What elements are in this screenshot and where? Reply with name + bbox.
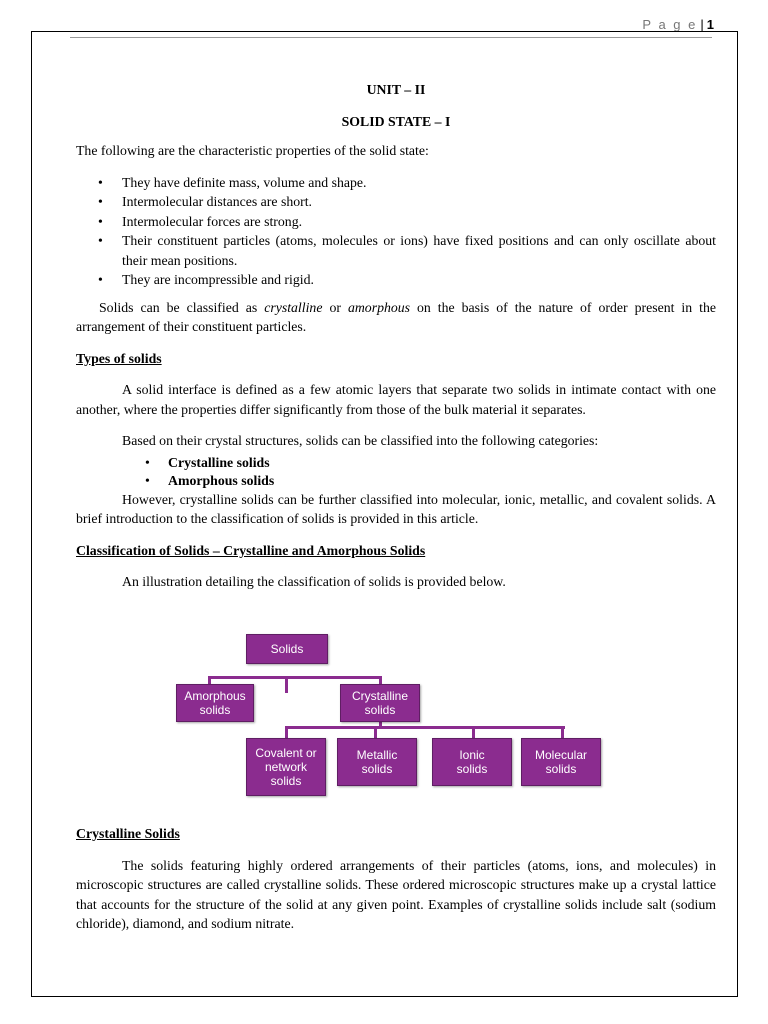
list-item: • Intermolecular distances are short.: [76, 192, 716, 212]
node-amorphous-solids: Amorphous solids: [176, 684, 254, 722]
list-item: • They have definite mass, volume and shape.: [76, 173, 716, 193]
node-covalent-solids: Covalent or network solids: [246, 738, 326, 796]
page-number-header: [642, 17, 714, 32]
types-paragraph: A solid interface is defined as a few atomic layers that separate two solids in intimate contact with one another, where the properties differ significantly from those of the bulk material it separates.: [76, 382, 716, 417]
categories-list: [76, 454, 716, 490]
properties-list: [76, 173, 716, 290]
document-body: [76, 80, 716, 592]
list-item: • Crystalline solids: [76, 454, 716, 472]
unit-title: UNIT – II: [366, 82, 426, 97]
page-number: 1: [706, 17, 714, 32]
node-metallic-solids: Metallic solids: [337, 738, 417, 786]
connector-line: [208, 676, 382, 679]
classification-diagram: [170, 628, 620, 803]
classify-paragraph: Solids can be classified as crystalline or amorphous on the basis of the nature of order present in the arrangement of their constituent particles.: [76, 299, 716, 334]
list-item: • Intermolecular forces are strong.: [76, 212, 716, 232]
illustration-paragraph: An illustration detailing the classification of solids is provided below.: [122, 574, 506, 589]
intro-text: The following are the characteristic properties of the solid state:: [76, 143, 429, 158]
crystalline-paragraph: The solids featuring highly ordered arrangements of their particles (atoms, ions, and molecules) in microscopic structures are called crystalline solids. These ordered microscopic structures make up a crystal lattice that accounts for the structure of the solid at any given point. Examples of crystalline solids include salt (sodium chloride), diamond, and sodium nitrate.: [76, 857, 716, 931]
node-crystalline-solids: Crystalline solids: [340, 684, 420, 722]
node-solids: Solids: [246, 634, 328, 664]
classification-heading: Classification of Solids – Crystalline and Amorphous Solids: [76, 542, 426, 558]
chapter-title: SOLID STATE – I: [341, 113, 451, 129]
page-separator: |: [700, 17, 704, 32]
list-item: • They are incompressible and rigid.: [76, 270, 716, 290]
crystalline-section: [76, 824, 716, 934]
page-label: P a g e: [642, 17, 698, 32]
list-item: • Amorphous solids: [76, 472, 716, 490]
based-paragraph: Based on their crystal structures, solids can be classified into the following categories:: [122, 433, 599, 448]
types-heading: Types of solids: [76, 350, 162, 366]
crystalline-heading: Crystalline Solids: [76, 826, 180, 841]
list-item: • Their constituent particles (atoms, molecules or ions) have fixed positions and can only oscillate about their mean positions.: [76, 231, 716, 270]
connector-line: [285, 726, 565, 729]
node-ionic-solids: Ionic solids: [432, 738, 512, 786]
node-molecular-solids: Molecular solids: [521, 738, 601, 786]
however-paragraph: However, crystalline solids can be further classified into molecular, ionic, metallic, and covalent solids. A brief introduction to the classification of solids is provided in this article.: [76, 491, 716, 526]
